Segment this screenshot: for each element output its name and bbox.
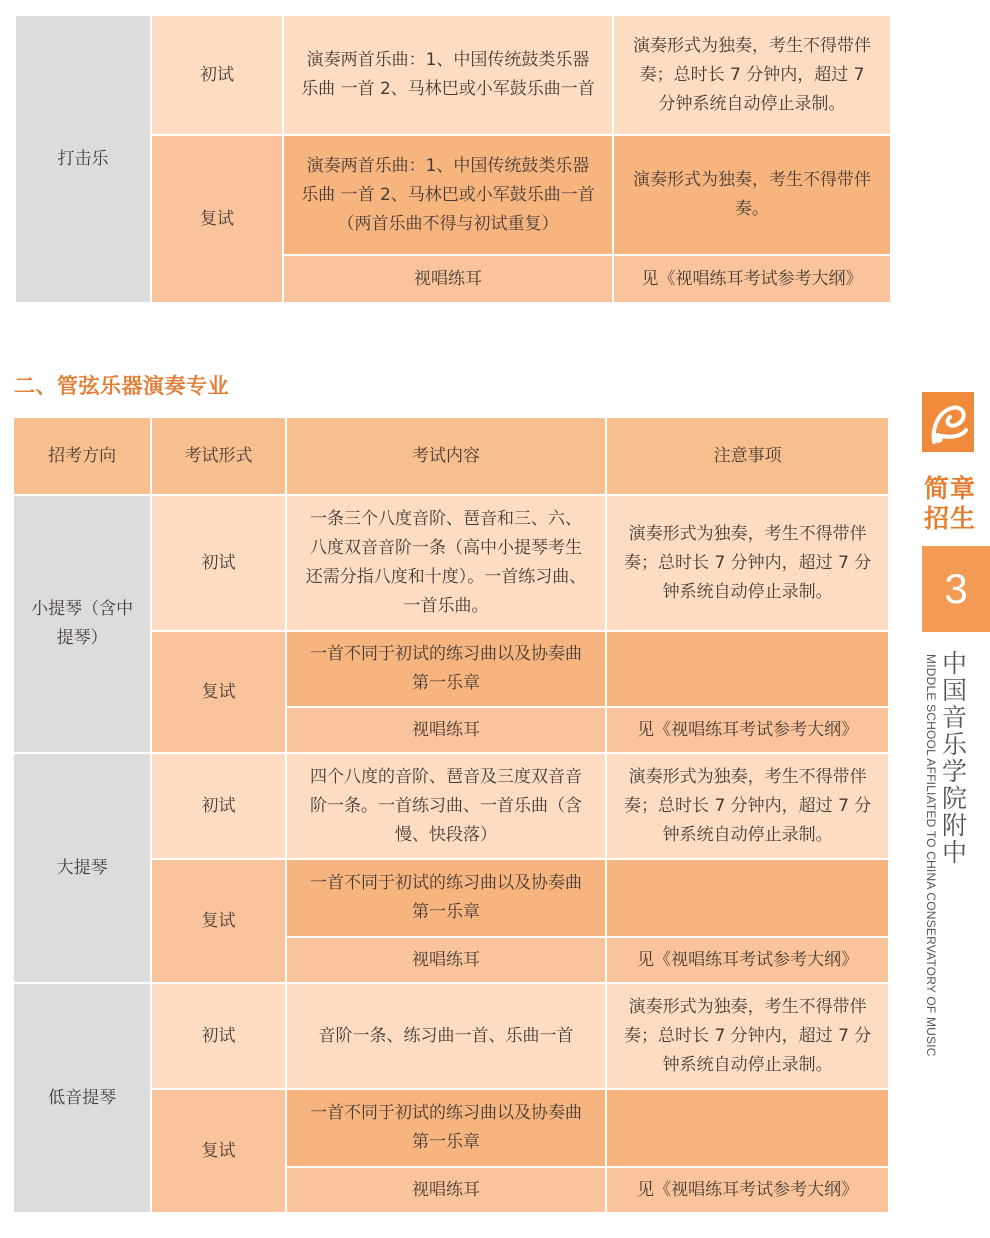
content-cell: 一首不同于初试的练习曲以及协奏曲第一乐章 xyxy=(287,632,606,706)
sight-singing-cell: 视唱练耳 xyxy=(284,256,612,302)
sight-singing-cell: 视唱练耳 xyxy=(287,938,606,982)
header-cell: 招考方向 xyxy=(14,418,150,494)
form-cell: 初试 xyxy=(152,984,284,1088)
category-cell: 大提琴 xyxy=(14,754,150,982)
content-cell: 音阶一条、练习曲一首、乐曲一首 xyxy=(287,984,606,1088)
sight-singing-notes-cell: 见《视唱练耳考试参考大纲》 xyxy=(607,708,888,752)
notes-cell xyxy=(607,860,888,936)
content-cell: 一首不同于初试的练习曲以及协奏曲第一乐章 xyxy=(287,1090,606,1166)
category-cell: 小提琴（含中提琴） xyxy=(14,496,150,752)
sight-singing-notes-cell: 见《视唱练耳考试参考大纲》 xyxy=(614,256,890,302)
notes-cell: 演奏形式为独奏，考生不得带伴奏；总时长 7 分钟内，超过 7 分钟系统自动停止录制。 xyxy=(607,496,888,630)
table-row xyxy=(14,754,888,858)
notes-cell: 演奏形式为独奏，考生不得带伴奏；总时长 7 分钟内，超过 7 分钟系统自动停止录制。 xyxy=(607,754,888,858)
notes-cell xyxy=(607,632,888,706)
table-row xyxy=(14,984,888,1088)
notes-cell: 演奏形式为独奏，考生不得带伴奏；总时长 7 分钟内，超过 7 分钟系统自动停止录制。 xyxy=(614,16,890,134)
content-cell: 演奏两首乐曲：1、中国传统鼓类乐器乐曲 一首 2、马林巴或小军鼓乐曲一首（两首乐曲不得与初试重复） xyxy=(284,136,612,254)
header-cell: 考试形式 xyxy=(152,418,284,494)
header-cell: 考试内容 xyxy=(287,418,606,494)
sight-singing-notes-cell: 见《视唱练耳考试参考大纲》 xyxy=(607,1168,888,1212)
strings-table xyxy=(12,416,890,1214)
content-cell: 演奏两首乐曲：1、中国传统鼓类乐器乐曲 一首 2、马林巴或小军鼓乐曲一首 xyxy=(284,16,612,134)
sight-singing-cell: 视唱练耳 xyxy=(287,708,606,752)
percussion-table xyxy=(14,14,892,304)
guide-label: 简章招生 xyxy=(924,474,977,533)
notes-cell: 演奏形式为独奏，考生不得带伴奏。 xyxy=(614,136,890,254)
content-cell: 一条三个八度音阶、琶音和三、六、八度双音音阶一条（高中小提琴考生还需分指八度和十度）。一首练习曲、一首乐曲。 xyxy=(287,496,606,630)
form-cell: 复试 xyxy=(152,136,282,302)
notes-cell xyxy=(607,1090,888,1166)
form-cell: 初试 xyxy=(152,754,284,858)
chapter-number: 3 xyxy=(922,546,990,632)
content-cell: 一首不同于初试的练习曲以及协奏曲第一乐章 xyxy=(287,860,606,936)
sight-singing-cell: 视唱练耳 xyxy=(287,1168,606,1212)
school-name-cn: 中国音乐学院附中 xyxy=(942,649,968,867)
form-cell: 复试 xyxy=(152,632,284,752)
form-cell: 初试 xyxy=(152,496,284,630)
form-cell: 初试 xyxy=(152,16,282,134)
table-header-row xyxy=(14,418,888,494)
section-title: 二、管弦乐器演奏专业 xyxy=(14,374,229,398)
form-cell: 复试 xyxy=(152,860,284,982)
form-cell: 复试 xyxy=(152,1090,284,1212)
category-cell: 低音提琴 xyxy=(14,984,150,1212)
table-row xyxy=(14,496,888,630)
notes-cell: 演奏形式为独奏，考生不得带伴奏；总时长 7 分钟内，超过 7 分钟系统自动停止录制。 xyxy=(607,984,888,1088)
category-cell: 打击乐 xyxy=(16,16,150,302)
sight-singing-notes-cell: 见《视唱练耳考试参考大纲》 xyxy=(607,938,888,982)
school-name-en-wrap xyxy=(924,654,940,1057)
school-name-en: MIDDLE SCHOOL AFFILIATED TO CHINA CONSERVATORY OF MUSIC xyxy=(924,654,938,1057)
content-cell: 四个八度的音阶、琶音及三度双音音阶一条。一首练习曲、一首乐曲（含慢、快段落） xyxy=(287,754,606,858)
school-logo-icon xyxy=(922,392,974,452)
header-cell: 注意事项 xyxy=(607,418,888,494)
